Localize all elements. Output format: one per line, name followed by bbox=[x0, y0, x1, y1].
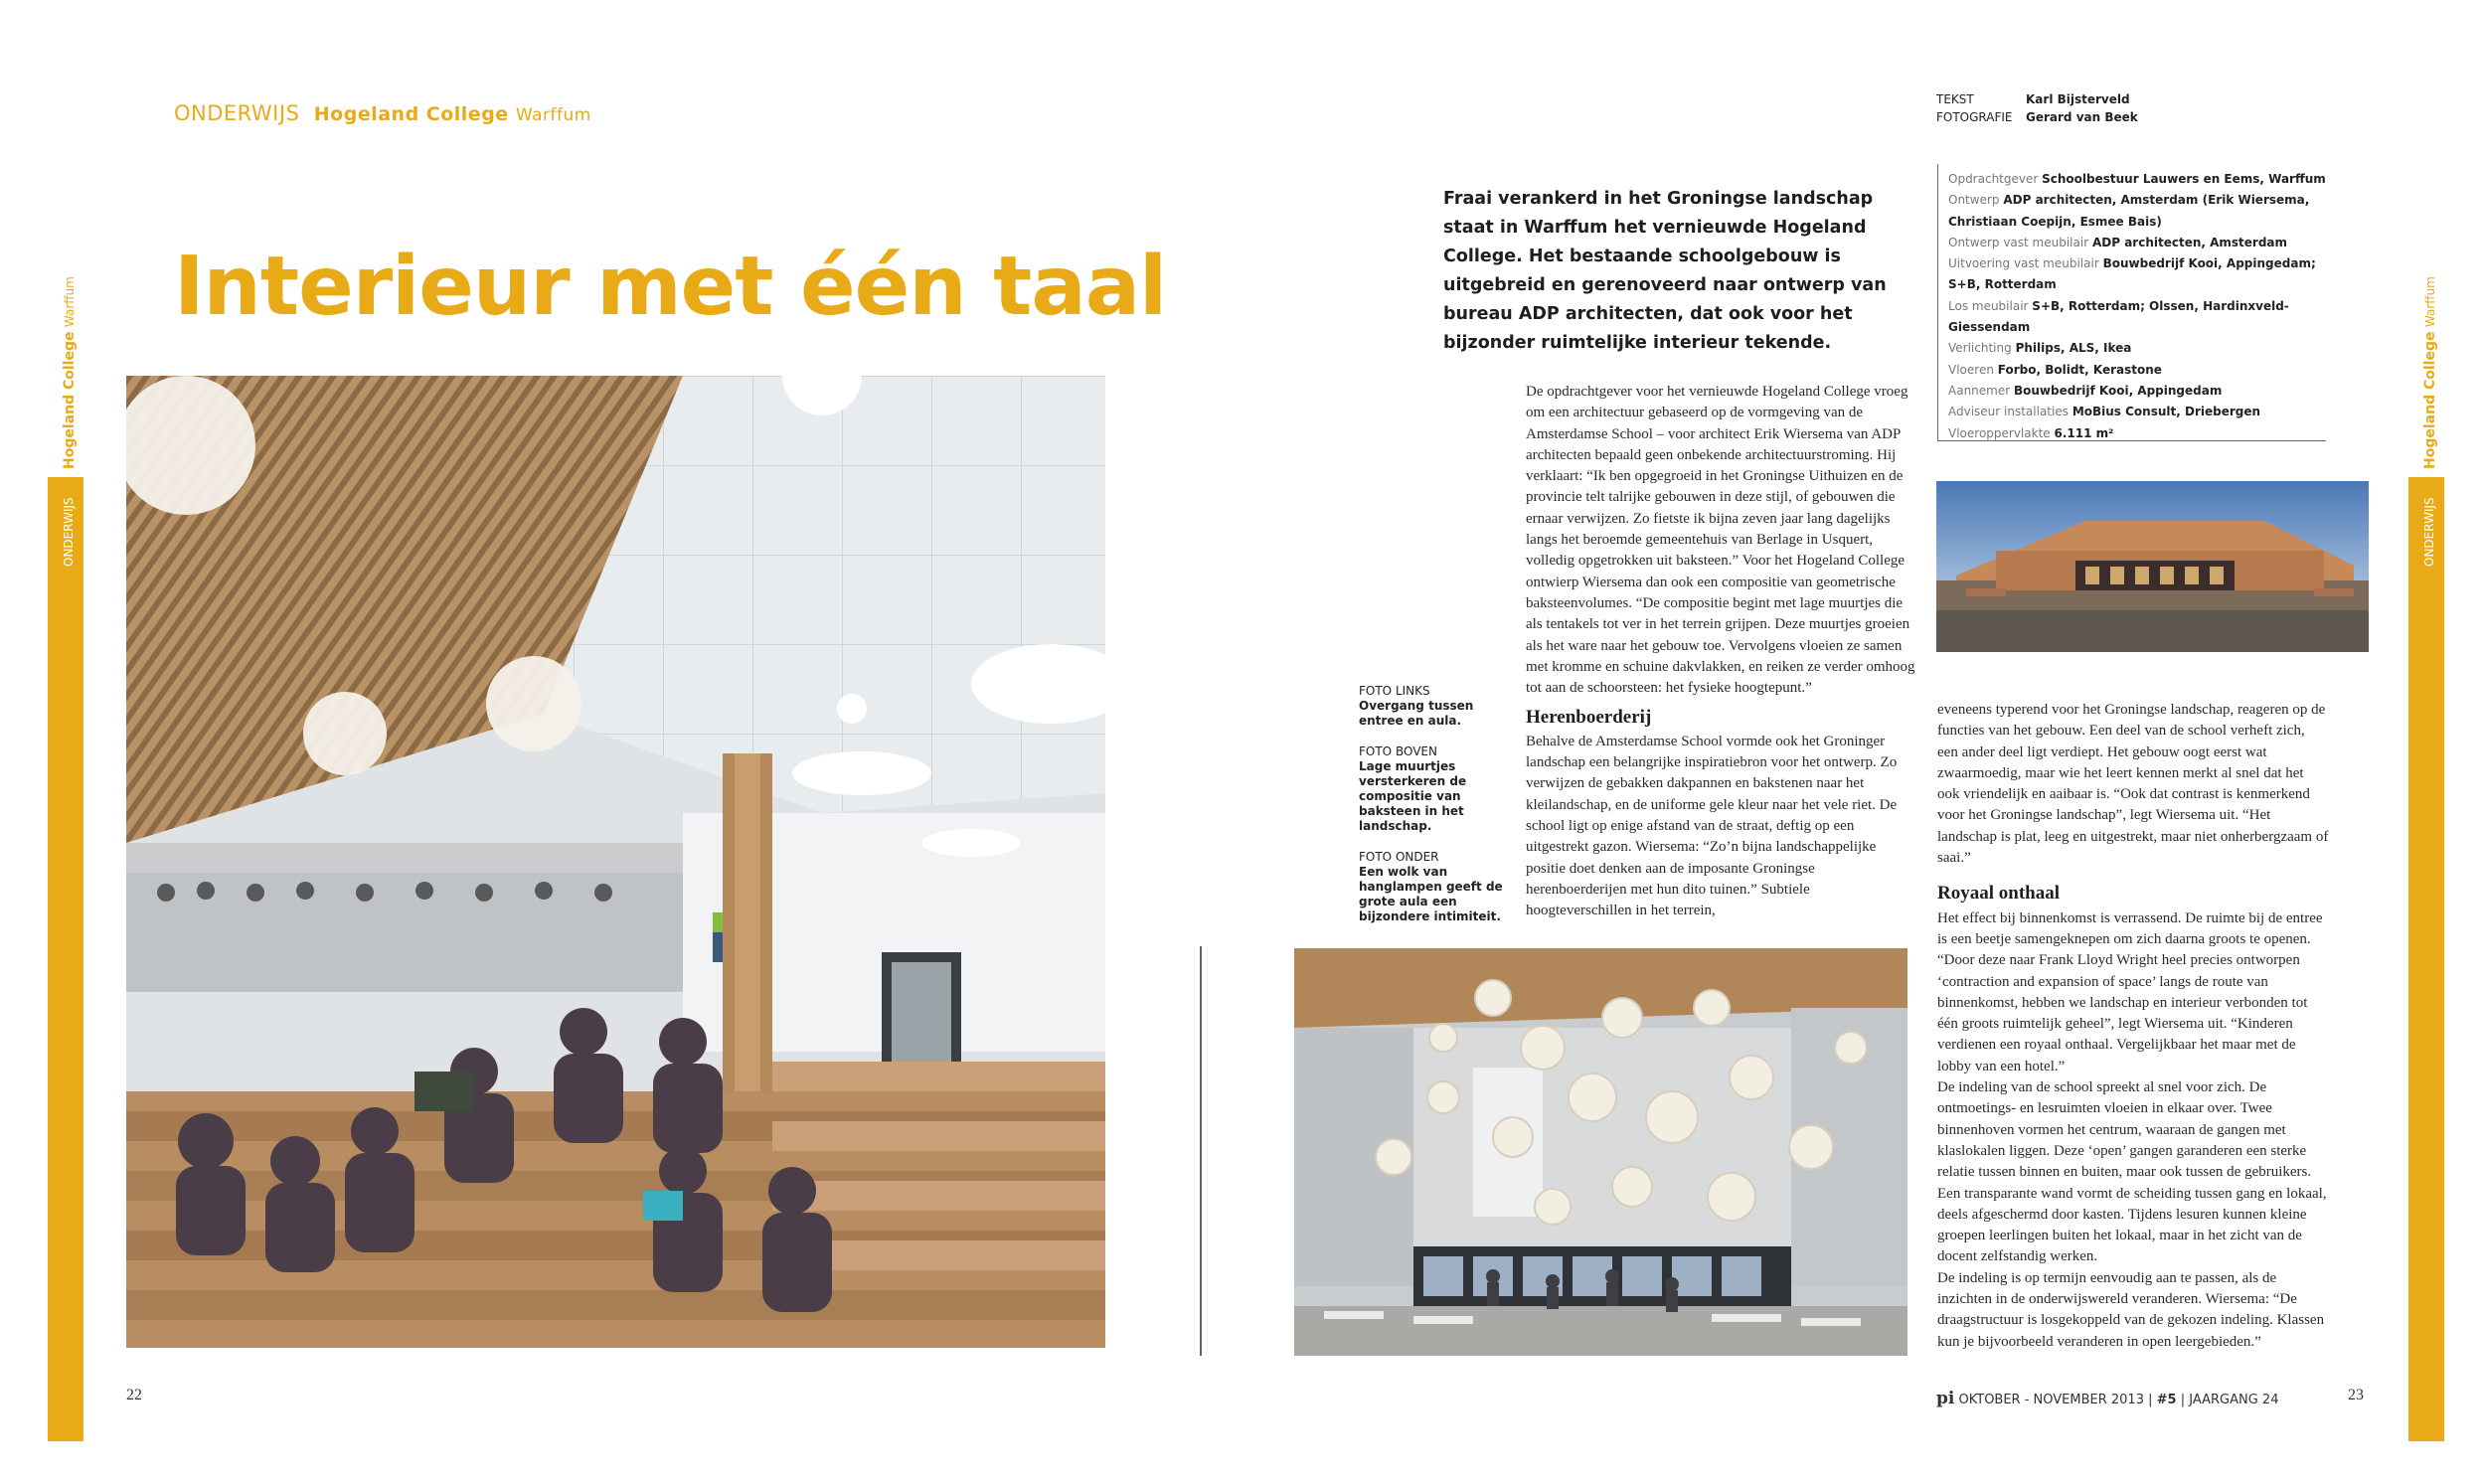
spec-value: ADP architecten, Amsterdam (Erik Wiersema, Christiaan Coepijn, Esmee Bais) bbox=[1948, 193, 2310, 229]
spec-row bbox=[1948, 233, 2336, 253]
left-accent-bar bbox=[48, 477, 83, 1441]
spec-row bbox=[1948, 169, 2336, 190]
school-label: Hogeland College bbox=[313, 103, 509, 125]
right-accent-bar bbox=[2408, 477, 2444, 1441]
col2-p3: Een transparante wand vormt de scheiding tussen gang en lokaal, deels afgeschermd door kasten. Tijdens lesuren kunnen kleine groepen leerlingen buiten het lokaal, maar in het zicht van de docent zelfstandig werken. bbox=[1937, 1185, 2327, 1265]
spec-row bbox=[1948, 338, 2336, 359]
section-label: ONDERWIJS bbox=[174, 101, 300, 125]
spec-label: Ontwerp bbox=[1948, 193, 2000, 208]
spec-value: Schoolbestuur Lauwers en Eems, Warffum bbox=[2042, 172, 2326, 186]
spec-label: Los meubilair bbox=[1948, 298, 2029, 313]
spec-label: Opdrachtgever bbox=[1948, 172, 2039, 186]
spec-value: Forbo, Bolidt, Kerastone bbox=[1997, 362, 2162, 377]
spec-label: Aannemer bbox=[1948, 383, 2011, 398]
photo-interior-stairs-illustration bbox=[126, 376, 1105, 1348]
spec-label: Verlichting bbox=[1948, 341, 2012, 356]
spec-label: Uitvoering vast meubilair bbox=[1948, 256, 2099, 271]
spec-row bbox=[1948, 296, 2336, 339]
spec-row bbox=[1948, 381, 2336, 402]
section-kicker bbox=[174, 101, 591, 125]
heading-herenboerderij: Herenboerderij bbox=[1526, 707, 1652, 729]
col2-p1: Het effect bij binnenkomst is verrassend. De ruimte bij de entree is een beetje samengeknepen om zich daarna groots te openen. “Door deze naar Frank Lloyd Wright heel precies ontworpen ‘contraction and expansion of space’ langs de route van binnenkomst, hebben we landschap en interieur verbonden tot één groots ruimtelijk geheel”, legt Wiersema uit. “Kinderen verdienen een royaal onthaal. Vergelijkbaar het maar met de lobby van een hotel.” bbox=[1937, 909, 2323, 1074]
page-number-left: 22 bbox=[126, 1387, 142, 1403]
spec-row bbox=[1948, 423, 2336, 444]
page-number-right: 23 bbox=[2348, 1387, 2364, 1403]
photo-exterior-illustration bbox=[1936, 481, 2369, 652]
spec-label: Ontwerp vast meubilair bbox=[1948, 235, 2089, 249]
spec-row bbox=[1948, 190, 2336, 233]
article-lead: Fraai verankerd in het Groningse landschap staat in Warffum het vernieuwde Hogeland College. Het bestaande schoolgebouw is uitgebreid en gerenoveerd naar ontwerp van bureau ADP architecten, dat ook voor het bijzonder ruimtelijke interieur tekende. bbox=[1443, 189, 1887, 353]
spec-label: Adviseur installaties bbox=[1948, 405, 2069, 419]
spec-row bbox=[1948, 253, 2336, 296]
col1-text: Behalve de Amsterdamse School vormde ook het Groninger landschap een belangrijke inspiratiebron voor het ontwerp. Zo verwijzen de gebakken dakpannen en bakstenen naar het kleilandschap, en de uniforme gele kleur naar het vele riet. De school ligt op enige afstand van de straat, deftig op een uitgestrekt gazon. Wiersema: “Zo’n bijna landschappelijke positie doet denken aan de imposante Groningse herenboerderijen met hun dito tuinen.” Subtiele hoogteverschillen in het terrein, bbox=[1526, 733, 1898, 919]
place-label: Warffum bbox=[515, 105, 591, 125]
caption-left: FOTO LINKS Overgang tussen entree en aula. bbox=[1359, 684, 1474, 728]
credit-text: TEKST Karl Bijsterveld bbox=[1936, 92, 2130, 106]
body-column-1 bbox=[1526, 382, 1917, 921]
pi-logo: pi bbox=[1936, 1389, 1955, 1408]
body-column-2 bbox=[1937, 700, 2329, 1353]
col1-intro: De opdrachtgever voor het vernieuwde Hogeland College vroeg om een architectuur gebaseerd op de vormgeving van de Amsterdamse School – voor architect Erik Wiersema van ADP architecten bepaald geen onbekende architectuurstroming. Hij verklaart: “Ik ben opgegroeid in het Groningse Uithuizen en de provincie telt talrijke gebouwen in deze stijl, of gebouwen die ernaar verwijzen. Zo fietste ik bijna zeven jaar lang dagelijks langs het beroemde gemeentehuis van Berlage in Usquert, volledig opgetrokken uit baksteen.” Voor het Hogeland College ontwierp Wiersema dan ook een compositie van geometrische baksteenvolumes. “De compositie begint met lage muurtjes die als tentakels tot ver in het terrein grijpen. Deze muurtjes groeien als het ware naar het gebouw toe. Vervolgens vloeien ze samen met kromme en schuine dakvlakken, en reiken ze verder omhoog tot aan de schoorsteen: het fysieke hoogtepunt.” bbox=[1526, 384, 1915, 697]
col2-p2: De indeling van de school spreekt al snel voor zich. De ontmoetings- en lesruimten vloeien in elkaar over. Twee binnenhoven vormen het centrum, waaraan de gangen met klaslokalen liggen. Deze ‘open’ gangen garanderen een sterke relatie tussen binnen en buiten, maar ook tussen de gebruikers. bbox=[1937, 1079, 2312, 1181]
spec-value: 6.111 m² bbox=[2054, 425, 2114, 440]
heading-royaal-onthaal: Royaal onthaal bbox=[1937, 883, 2060, 905]
photo-exterior bbox=[1936, 481, 2369, 652]
issue-volume: JAARGANG 24 bbox=[2189, 1393, 2279, 1407]
right-vertical-section: ONDERWIJS bbox=[2422, 497, 2436, 567]
left-vertical-section: ONDERWIJS bbox=[62, 497, 76, 567]
spec-label: Vloeren bbox=[1948, 362, 1994, 377]
spine-marker bbox=[1200, 946, 1202, 1356]
col2-p4: De indeling is op termijn eenvoudig aan te passen, als de inzichten in de onderwijswereld veranderen. Wiersema: “De draagstructuur is losgekoppeld van de gekozen indeling. Klassen kun je bijvoorbeeld veranderen in open leergebieden.” bbox=[1937, 1269, 2325, 1350]
spec-list bbox=[1948, 169, 2336, 444]
spec-value: S+B, Rotterdam; Olssen, Hardinxveld-Giessendam bbox=[1948, 298, 2289, 335]
photo-aula bbox=[1294, 948, 1907, 1356]
issue-footer: pi OKTOBER - NOVEMBER 2013 | #5 | JAARGANG 24 bbox=[1936, 1389, 2279, 1408]
caption-top: FOTO BOVEN Lage muurtjes versterkeren de compositie van baksteen in het landschap. bbox=[1359, 744, 1467, 833]
photo-interior-stairs bbox=[126, 376, 1105, 1348]
credits bbox=[1936, 90, 2138, 126]
spec-value: ADP architecten, Amsterdam bbox=[2091, 235, 2288, 249]
issue-number: #5 bbox=[2156, 1393, 2177, 1407]
left-vertical-school: Hogeland College Warffum bbox=[62, 276, 78, 469]
article-title: Interieur met één taal bbox=[174, 240, 1167, 334]
spec-row bbox=[1948, 360, 2336, 381]
issue-date: OKTOBER - NOVEMBER 2013 bbox=[1958, 1393, 2144, 1407]
caption-block bbox=[1359, 684, 1508, 924]
spec-value: Bouwbedrijf Kooi, Appingedam bbox=[2014, 383, 2223, 398]
spec-value: MoBius Consult, Driebergen bbox=[2071, 405, 2261, 419]
photo-aula-illustration bbox=[1294, 948, 1907, 1356]
spec-value: Bouwbedrijf Kooi, Appingedam; S+B, Rotterdam bbox=[1948, 256, 2316, 292]
credit-photo: FOTOGRAFIE Gerard van Beek bbox=[1936, 110, 2138, 124]
caption-bottom: FOTO ONDER Een wolk van hanglampen geeft de grote aula een bijzondere intimiteit. bbox=[1359, 850, 1503, 923]
spec-label: Vloeroppervlakte bbox=[1948, 425, 2051, 440]
right-vertical-school: Hogeland College Warffum bbox=[2422, 276, 2438, 469]
col2-text: eveneens typerend voor het Groningse landschap, reageren op de functies van het gebouw. Een deel van de school verheft zich, een ander deel ligt verdiept. Het gebouw oogt eerst wat zwaarmoedig, maar wie het leert kennen merkt al snel dat het ook vriendelijk en aaibaar is. “Ook dat contrast is kenmerkend voor het Groningse landschap”, legt Wiersema uit. “Het landschap is plat, leeg en uitgestrekt, maar niet onherbergzaam of saai.” bbox=[1937, 702, 2329, 867]
spec-row bbox=[1948, 402, 2336, 422]
spec-value: Philips, ALS, Ikea bbox=[2015, 341, 2132, 356]
